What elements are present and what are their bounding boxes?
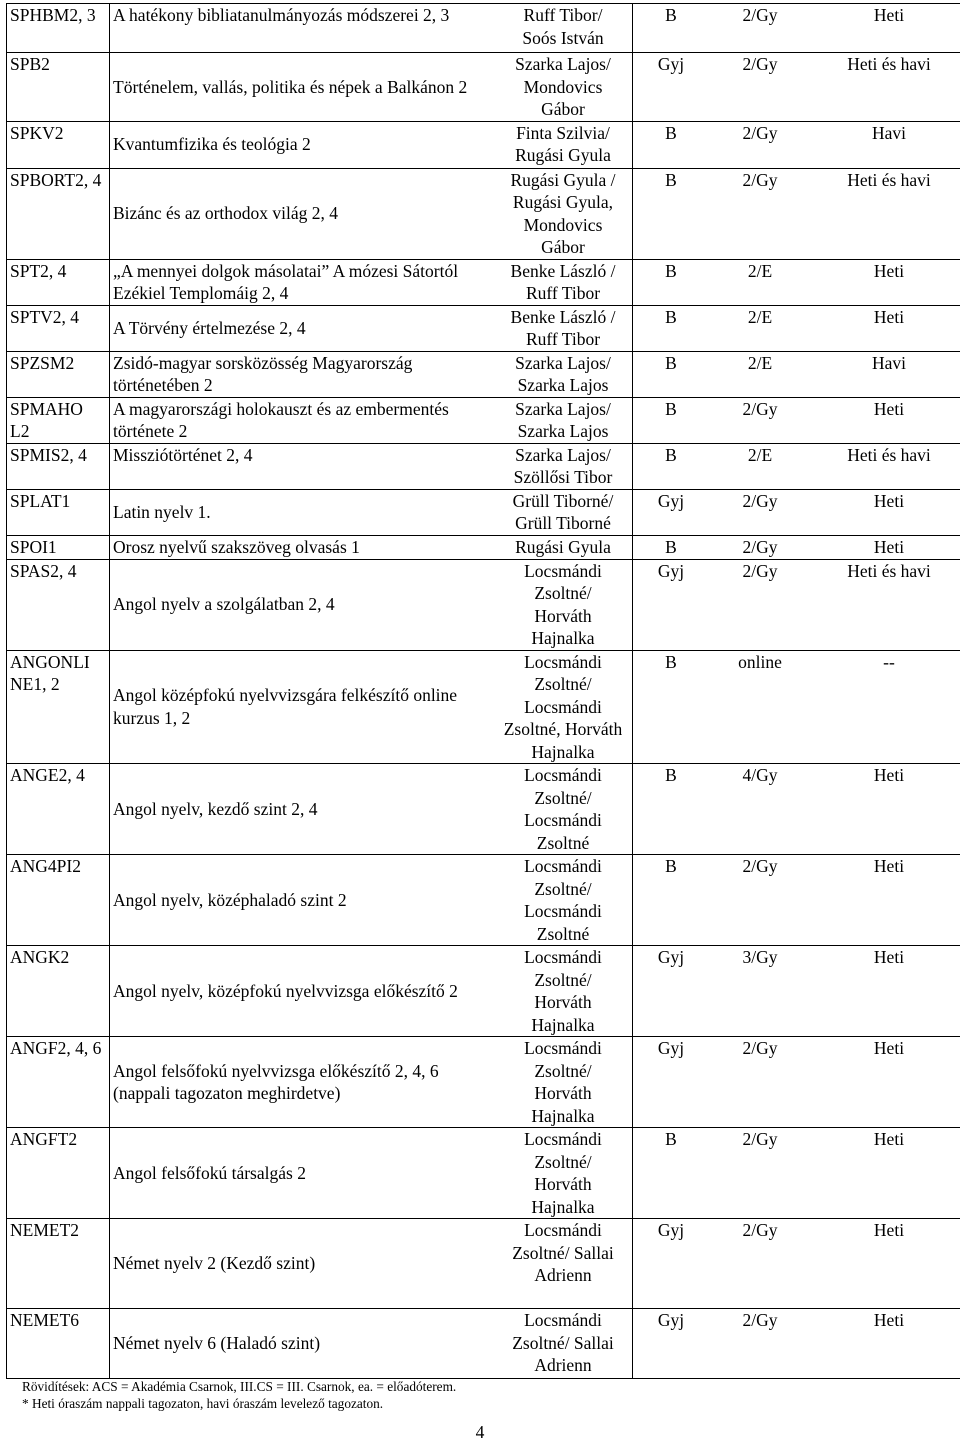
course-teachers xyxy=(494,1037,633,1128)
course-title-text: A magyarországi holokauszt és az embermentés története 2 xyxy=(113,398,449,441)
teacher-line: Locsmándi xyxy=(524,947,602,967)
schedule-frequency: Heti xyxy=(811,535,960,559)
teacher-line: Locsmándi xyxy=(524,1038,602,1058)
schedule-frequency: -- xyxy=(811,650,960,764)
course-title-text: Zsidó-magyar sorsközösség Magyarország történetében 2 xyxy=(113,352,413,395)
course-teachers xyxy=(494,305,633,351)
teacher-line: Szarka Lajos/ xyxy=(515,444,611,465)
course-code: SPKV2 xyxy=(7,121,110,168)
course-code: SPOI1 xyxy=(7,535,110,559)
course-title xyxy=(110,650,495,764)
course-row xyxy=(7,1219,960,1309)
course-code: SPBORT2, 4 xyxy=(7,168,110,259)
schedule-frequency: Heti és havi xyxy=(811,53,960,122)
course-code: SPZSM2 xyxy=(7,351,110,397)
teacher-line: Szarka Lajos/ xyxy=(515,352,611,373)
assessment-type: B xyxy=(633,443,710,489)
teacher-line: Mondovics xyxy=(523,76,603,97)
course-title-text: Kvantumfizika és teológia 2 xyxy=(113,134,311,155)
course-title xyxy=(110,559,495,650)
course-title xyxy=(110,53,495,122)
course-teachers xyxy=(494,121,633,168)
weekly-hours: 2/Gy xyxy=(709,855,811,946)
teacher-line: Locsmándi xyxy=(524,810,602,830)
teacher-line: Szarka Lajos xyxy=(517,375,609,395)
course-row xyxy=(7,397,960,443)
teacher-line: Locsmándi xyxy=(524,1129,602,1149)
weekly-hours: 2/Gy xyxy=(709,1219,811,1309)
course-code: NEMET2 xyxy=(7,1219,110,1309)
teacher-line: Locsmándi xyxy=(524,1220,602,1240)
course-title-text: Angol nyelv, középfokú nyelvvizsga előkészítő 2 xyxy=(113,980,458,1001)
teacher-line: Szöllősi Tibor xyxy=(513,467,613,487)
course-title xyxy=(110,397,495,443)
course-teachers xyxy=(494,397,633,443)
course-code: ANGONLI NE1, 2 xyxy=(7,650,110,764)
assessment-type: Gyj xyxy=(633,1219,710,1309)
teacher-line: Benke László / xyxy=(510,306,616,327)
assessment-type: B xyxy=(633,121,710,168)
teacher-line: Hajnalka xyxy=(531,628,595,648)
course-row xyxy=(7,489,960,535)
assessment-type: B xyxy=(633,351,710,397)
weekly-hours: 2/Gy xyxy=(709,1037,811,1128)
course-title-text: Angol felsőfokú nyelvvizsga előkészítő 2, 4, 6 (nappali tagozaton meghirdetve) xyxy=(113,1060,439,1103)
course-title-text: A hatékony bibliatanulmányozás módszerei 2, 3 xyxy=(113,5,450,25)
course-code: SPMIS2, 4 xyxy=(7,443,110,489)
teacher-line: Locsmándi xyxy=(524,901,602,921)
footnotes xyxy=(22,1378,456,1412)
teacher-line: Hajnalka xyxy=(531,1014,595,1035)
hours-note: * Heti óraszám nappali tagozaton, havi óraszám levelező tagozaton. xyxy=(22,1396,384,1411)
course-row xyxy=(7,1128,960,1219)
assessment-type: Gyj xyxy=(633,53,710,122)
assessment-type: B xyxy=(633,764,710,855)
schedule-frequency: Heti xyxy=(811,1309,960,1379)
assessment-type: B xyxy=(633,168,710,259)
teacher-line: Horváth xyxy=(534,992,592,1012)
course-teachers xyxy=(494,1128,633,1219)
course-teachers xyxy=(494,259,633,305)
teacher-line: Rugási Gyula xyxy=(515,536,611,557)
course-title-text: Német nyelv 6 (Haladó szint) xyxy=(113,1333,321,1354)
teacher-line: Grüll Tiborné xyxy=(515,513,611,533)
course-code: ANGFT2 xyxy=(7,1128,110,1219)
teacher-line: Hajnalka xyxy=(531,1105,595,1126)
course-row xyxy=(7,4,960,53)
weekly-hours: 4/Gy xyxy=(709,764,811,855)
teacher-line: Rugási Gyula, xyxy=(512,192,614,212)
course-title-text: Történelem, vallás, politika és népek a Balkánon 2 xyxy=(113,76,468,97)
assessment-type: B xyxy=(633,259,710,305)
assessment-type: B xyxy=(633,855,710,946)
schedule-frequency: Heti xyxy=(811,1128,960,1219)
assessment-type: Gyj xyxy=(633,489,710,535)
course-title xyxy=(110,489,495,535)
weekly-hours: 2/Gy xyxy=(709,489,811,535)
course-title-text: Orosz nyelvű szakszöveg olvasás 1 xyxy=(113,536,360,557)
weekly-hours: 2/E xyxy=(709,443,811,489)
course-row xyxy=(7,351,960,397)
weekly-hours: 2/E xyxy=(709,305,811,351)
course-row xyxy=(7,305,960,351)
teacher-line: Rugási Gyula xyxy=(515,145,611,165)
teacher-line: Zsoltné xyxy=(536,923,590,944)
page-number: 4 xyxy=(475,1422,485,1442)
weekly-hours: 2/E xyxy=(709,351,811,397)
course-teachers xyxy=(494,559,633,650)
teacher-line: Rugási Gyula / xyxy=(510,169,616,190)
course-row xyxy=(7,946,960,1037)
course-title xyxy=(110,259,495,305)
teacher-line: Horváth xyxy=(534,605,592,626)
course-title xyxy=(110,121,495,168)
teacher-line: Zsoltné/ xyxy=(534,674,592,694)
course-teachers xyxy=(494,443,633,489)
course-title xyxy=(110,946,495,1037)
course-row xyxy=(7,443,960,489)
weekly-hours: 2/Gy xyxy=(709,168,811,259)
course-teachers xyxy=(494,535,633,559)
course-code: SPTV2, 4 xyxy=(7,305,110,351)
course-code: ANGK2 xyxy=(7,946,110,1037)
course-row xyxy=(7,650,960,764)
course-code: SPLAT1 xyxy=(7,489,110,535)
course-title-text: Angol nyelv a szolgálatban 2, 4 xyxy=(113,594,335,615)
assessment-type: B xyxy=(633,397,710,443)
course-teachers xyxy=(494,1219,633,1309)
teacher-line: Zsoltné xyxy=(536,832,590,853)
course-title xyxy=(110,535,495,559)
teacher-line: Grüll Tiborné/ xyxy=(512,490,614,511)
course-teachers xyxy=(494,1309,633,1379)
assessment-type: B xyxy=(633,1128,710,1219)
course-title-text: Angol nyelv, középhaladó szint 2 xyxy=(113,889,347,910)
course-schedule-table xyxy=(6,3,960,1379)
teacher-line: Zsoltné/ Sallai xyxy=(512,1242,614,1263)
teacher-line: Zsoltné/ xyxy=(534,878,592,899)
schedule-frequency: Heti és havi xyxy=(811,443,960,489)
schedule-frequency: Havi xyxy=(811,351,960,397)
teacher-line: Locsmándi xyxy=(524,1310,602,1330)
weekly-hours: 2/Gy xyxy=(709,53,811,122)
course-row xyxy=(7,855,960,946)
schedule-frequency: Heti xyxy=(811,855,960,946)
course-row xyxy=(7,168,960,259)
assessment-type: Gyj xyxy=(633,1037,710,1128)
course-code: ANG4PI2 xyxy=(7,855,110,946)
teacher-line: Zsoltné, Horváth xyxy=(503,719,623,739)
schedule-frequency: Heti és havi xyxy=(811,168,960,259)
course-teachers xyxy=(494,855,633,946)
course-code: SPT2, 4 xyxy=(7,259,110,305)
teacher-line: Gábor xyxy=(541,237,585,257)
weekly-hours: 2/Gy xyxy=(709,121,811,168)
abbreviations-note: Rövidítések: ACS = Akadémia Csarnok, III.CS = III. Csarnok, ea. = előadóterem. xyxy=(22,1379,457,1394)
teacher-line: Locsmándi xyxy=(524,560,602,581)
course-title xyxy=(110,351,495,397)
weekly-hours: 2/E xyxy=(709,259,811,305)
course-title-text: Angol középfokú nyelvvizsgára felkészítő online kurzus 1, 2 xyxy=(113,685,458,728)
course-teachers xyxy=(494,946,633,1037)
course-title-text: Német nyelv 2 (Kezdő szint) xyxy=(113,1253,316,1274)
course-row xyxy=(7,1037,960,1128)
teacher-line: Szarka Lajos xyxy=(517,421,609,441)
teacher-line: Ruff Tibor/ xyxy=(523,5,603,25)
teacher-line: Hajnalka xyxy=(531,1196,595,1217)
course-title-text: A Törvény értelmezése 2, 4 xyxy=(113,317,306,338)
teacher-line: Szarka Lajos/ xyxy=(515,54,611,74)
course-row xyxy=(7,259,960,305)
weekly-hours: online xyxy=(709,650,811,764)
teacher-line: Locsmándi xyxy=(524,651,602,672)
assessment-type: Gyj xyxy=(633,1309,710,1379)
weekly-hours: 2/Gy xyxy=(709,1309,811,1379)
course-title xyxy=(110,443,495,489)
course-title xyxy=(110,305,495,351)
schedule-frequency: Heti xyxy=(811,397,960,443)
course-teachers xyxy=(494,4,633,53)
course-title xyxy=(110,855,495,946)
course-code: SPAS2, 4 xyxy=(7,559,110,650)
teacher-line: Locsmándi xyxy=(524,696,602,717)
schedule-frequency: Heti xyxy=(811,1219,960,1309)
schedule-frequency: Heti xyxy=(811,764,960,855)
course-schedule-body xyxy=(7,4,960,1379)
assessment-type: Gyj xyxy=(633,946,710,1037)
assessment-type: B xyxy=(633,4,710,53)
teacher-line: Ruff Tibor xyxy=(525,283,601,303)
weekly-hours: 2/Gy xyxy=(709,559,811,650)
teacher-line: Zsoltné/ xyxy=(534,1060,592,1081)
teacher-line: Zsoltné/ Sallai xyxy=(512,1332,614,1353)
schedule-frequency: Heti xyxy=(811,305,960,351)
teacher-line: Mondovics xyxy=(523,214,603,235)
assessment-type: B xyxy=(633,650,710,764)
assessment-type: B xyxy=(633,535,710,559)
teacher-line: Finta Szilvia/ xyxy=(516,122,610,143)
schedule-frequency: Heti xyxy=(811,489,960,535)
course-title-text: Angol felsőfokú társalgás 2 xyxy=(113,1162,306,1183)
teacher-line: Zsoltné/ xyxy=(534,1151,592,1172)
teacher-line: Benke László / xyxy=(510,260,616,281)
course-row xyxy=(7,121,960,168)
schedule-frequency: Havi xyxy=(811,121,960,168)
schedule-frequency: Heti xyxy=(811,4,960,53)
course-title-text: Angol nyelv, kezdő szint 2, 4 xyxy=(113,798,318,819)
course-code: SPMAHO L2 xyxy=(7,397,110,443)
weekly-hours: 3/Gy xyxy=(709,946,811,1037)
course-title xyxy=(110,168,495,259)
teacher-line: Adrienn xyxy=(534,1355,592,1375)
teacher-line: Zsoltné/ xyxy=(534,969,592,990)
teacher-line: Ruff Tibor xyxy=(525,329,601,349)
course-title xyxy=(110,1037,495,1128)
teacher-line: Zsoltné/ xyxy=(534,583,592,603)
teacher-line: Szarka Lajos/ xyxy=(515,398,611,419)
course-title xyxy=(110,1309,495,1379)
assessment-type: B xyxy=(633,305,710,351)
course-teachers xyxy=(494,489,633,535)
teacher-line: Locsmándi xyxy=(524,765,602,785)
course-row xyxy=(7,764,960,855)
course-row xyxy=(7,559,960,650)
teacher-line: Gábor xyxy=(541,99,585,119)
course-teachers xyxy=(494,650,633,764)
teacher-line: Adrienn xyxy=(534,1265,592,1285)
course-title-text: Missziótörténet 2, 4 xyxy=(113,444,253,465)
schedule-frequency: Heti xyxy=(811,946,960,1037)
weekly-hours: 2/Gy xyxy=(709,4,811,53)
course-title xyxy=(110,764,495,855)
course-code: ANGE2, 4 xyxy=(7,764,110,855)
course-code: SPHBM2, 3 xyxy=(7,4,110,53)
schedule-frequency: Heti xyxy=(811,1037,960,1128)
teacher-line: Soós István xyxy=(522,27,604,48)
teacher-line: Locsmándi xyxy=(524,856,602,876)
course-title xyxy=(110,1219,495,1309)
course-code: ANGF2, 4, 6 xyxy=(7,1037,110,1128)
course-title xyxy=(110,1128,495,1219)
teacher-line: Horváth xyxy=(534,1174,592,1194)
course-code: NEMET6 xyxy=(7,1309,110,1379)
assessment-type: Gyj xyxy=(633,559,710,650)
course-title xyxy=(110,4,495,53)
teacher-line: Hajnalka xyxy=(531,741,595,762)
course-code: SPB2 xyxy=(7,53,110,122)
weekly-hours: 2/Gy xyxy=(709,397,811,443)
weekly-hours: 2/Gy xyxy=(709,535,811,559)
course-teachers xyxy=(494,53,633,122)
teacher-line: Horváth xyxy=(534,1083,592,1103)
weekly-hours: 2/Gy xyxy=(709,1128,811,1219)
course-title-text: Latin nyelv 1. xyxy=(113,501,211,522)
course-row xyxy=(7,535,960,559)
teacher-line: Zsoltné/ xyxy=(534,787,592,808)
schedule-frequency: Heti xyxy=(811,259,960,305)
course-teachers xyxy=(494,168,633,259)
schedule-frequency: Heti és havi xyxy=(811,559,960,650)
course-teachers xyxy=(494,764,633,855)
course-teachers xyxy=(494,351,633,397)
course-title-text: Bizánc és az orthodox világ 2, 4 xyxy=(113,203,339,224)
course-row xyxy=(7,1309,960,1379)
course-row xyxy=(7,53,960,122)
course-title-text: „A mennyei dolgok másolatai” A mózesi Sátortól Ezékiel Templomáig 2, 4 xyxy=(113,260,459,303)
